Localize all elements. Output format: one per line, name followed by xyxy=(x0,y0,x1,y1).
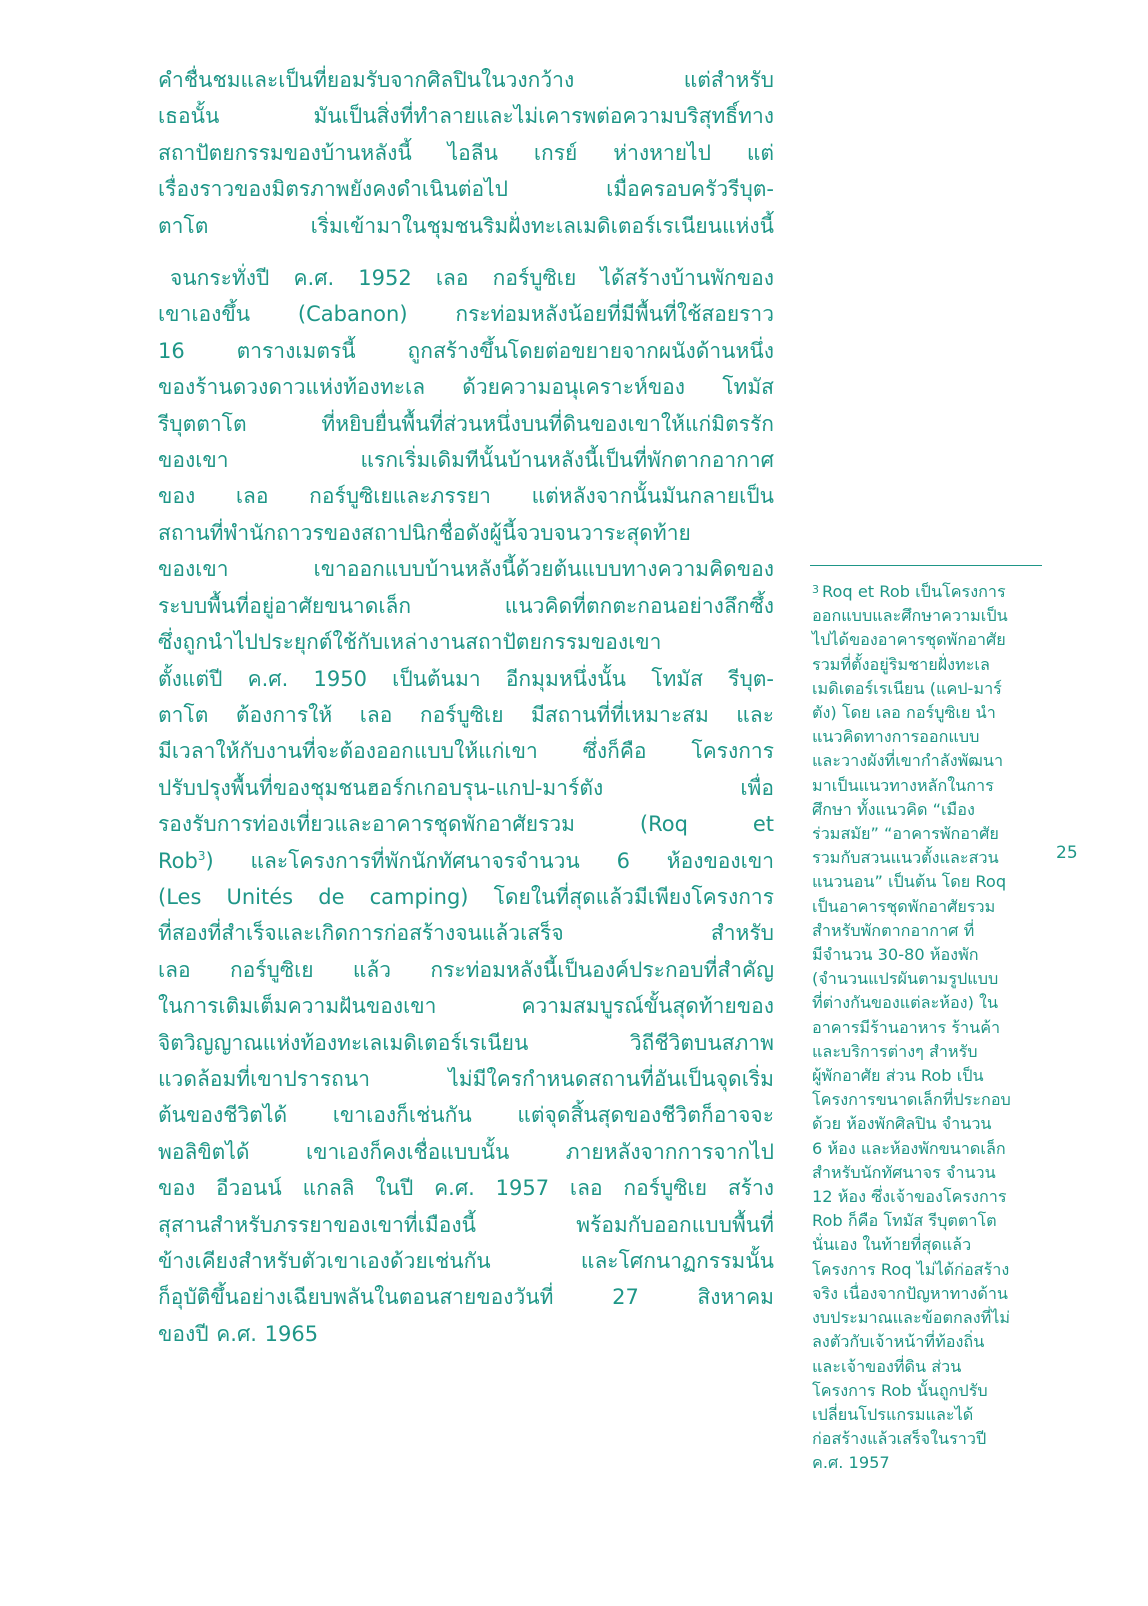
footnote-line: ที่ต่างกันของแต่ละห้อง) ใน xyxy=(812,993,999,1013)
footnote-divider xyxy=(810,565,1042,566)
footnote-line-content: Roq et Rob เป็นโครงการ xyxy=(822,582,1006,601)
text-line: ซึ่งถูกนำไปประยุกต์ใช้กับเหล่างานสถาปัตยกรรมของเขา xyxy=(158,630,662,655)
text-line: ตาโต เริ่มเข้ามาในชุมชนริมฝั่งทะเลเมดิเตอร์เรเนียนแห่งนี้ xyxy=(158,213,774,238)
text-line: ต้นของชีวิตได้ เขาเองก็เช่นกัน แต่จุดสิ้นสุดของชีวิตก็อาจจะ xyxy=(158,1103,774,1128)
footnote-line: และเจ้าของที่ดิน ส่วน xyxy=(812,1356,962,1376)
footnote-line: Rob ก็คือ โทมัส รีบุตตาโต xyxy=(812,1211,997,1231)
footnote-line: ค.ศ. 1957 xyxy=(812,1453,890,1473)
footnote-line: ลงตัวกับเจ้าหน้าที่ท้องถิ่น xyxy=(812,1332,985,1352)
paragraph-2 xyxy=(158,260,774,1352)
text-line: เธอนั้น มันเป็นสิ่งที่ทำลายและไม่เคารพต่อความบริสุทธิ์ทาง xyxy=(158,104,774,129)
text-line: พอลิขิตได้ เขาเองก็คงเชื่อแบบนั้น ภายหลังจากการจากไป xyxy=(158,1139,774,1164)
footnote-line: เป็นอาคารชุดพักอาศัยรวม xyxy=(812,896,996,916)
text-line: เรื่องราวของมิตรภาพยังคงดำเนินต่อไป เมื่อครอบครัวรีบุต- xyxy=(158,177,774,202)
text-line-content: Rob xyxy=(158,848,198,873)
text-line: ข้างเคียงสำหรับตัวเขาเองด้วยเช่นกัน และโศกนาฏกรรมนั้น xyxy=(158,1249,774,1273)
footnote-line: โครงการขนาดเล็กที่ประกอบ xyxy=(812,1090,1011,1110)
footnote-line: มาเป็นแนวทางหลักในการ xyxy=(812,775,994,795)
text-line: ในการเติมเต็มความฝันของเขา ความสมบูรณ์ขั้นสุดท้ายของ xyxy=(158,994,774,1019)
footnote-line: ผู้พักอาศัย ส่วน Rob เป็น xyxy=(812,1066,984,1086)
text-line: ของเขา เขาออกแบบบ้านหลังนี้ด้วยต้นแบบทางความคิดของ xyxy=(158,557,774,582)
main-text-column xyxy=(158,62,774,1352)
paragraph-gap xyxy=(158,244,774,260)
footnote-line: และบริการต่างๆ สำหรับ xyxy=(812,1041,978,1061)
text-line: ของปี ค.ศ. 1965 xyxy=(158,1321,319,1346)
footnote-line: สำหรับพักตากอากาศ ที่ xyxy=(812,920,975,940)
footnote-line: ร่วมสมัย” “อาคารพักอาศัย xyxy=(812,824,999,844)
text-line: จิตวิญญาณแห่งท้องทะเลเมดิเตอร์เรเนียน วิถีชีวิตบนสภาพ xyxy=(158,1030,774,1055)
footnote-line: แนวนอน” เป็นต้น โดย Roq xyxy=(812,872,1007,892)
text-line: ตาโต ต้องการให้ เลอ กอร์บูซิเย มีสถานที่ที่เหมาะสม และ xyxy=(158,702,774,727)
footnote-line: รวมกับสวนแนวตั้งและสวน xyxy=(812,848,999,868)
text-line: ก็อุบัติขึ้นอย่างเฉียบพลันในตอนสายของวันที่ 27 สิงหาคม xyxy=(158,1285,774,1310)
text-line: ที่สองที่สำเร็จและเกิดการก่อสร้างจนแล้วเสร็จ สำหรับ xyxy=(158,921,774,946)
paragraph-1 xyxy=(158,62,774,244)
text-line: (Les Unités de camping) โดยในที่สุดแล้วมีเพียงโครงการ xyxy=(158,884,774,909)
text-line: ของ อีวอนน์ แกลลิ ในปี ค.ศ. 1957 เลอ กอร์บูซิเย สร้าง xyxy=(158,1176,774,1201)
footnote-line: รวมที่ตั้งอยู่ริมชายฝั่งทะเล xyxy=(812,654,990,674)
footnote-line: โครงการ Roq ไม่ได้ก่อสร้าง xyxy=(812,1259,1010,1279)
footnote-mark: 3 xyxy=(812,583,819,596)
footnote-line: ออกแบบและศึกษาความเป็น xyxy=(812,606,1008,626)
footnote-line: (จำนวนแปรผันตามรูปแบบ xyxy=(812,969,999,989)
text-line: สถาปัตยกรรมของบ้านหลังนี้ ไอลีน เกรย์ ห่างหายไป แต่ xyxy=(158,140,774,165)
text-line: รีบุตตาโต ที่หยิบยื่นพื้นที่ส่วนหนึ่งบนที่ดินของเขาให้แก่มิตรรัก xyxy=(158,411,774,436)
footnote-line: 12 ห้อง ซึ่งเจ้าของโครงการ xyxy=(812,1187,1007,1207)
footnote-line: เปลี่ยนโปรแกรมและได้ xyxy=(812,1404,974,1424)
footnote-line: จริง เนื่องจากปัญหาทางด้าน xyxy=(812,1283,1008,1303)
footnote-line: ด้วย ห้องพักศิลปิน จำนวน xyxy=(812,1114,992,1134)
text-line xyxy=(158,260,774,296)
text-line-with-footnote-ref xyxy=(158,843,774,879)
text-line: ของ เลอ กอร์บูซิเยและภรรยา แต่หลังจากนั้นมันกลายเป็น xyxy=(158,484,774,509)
footnote-line: อาคารมีร้านอาหาร ร้านค้า xyxy=(812,1017,1001,1037)
text-line-content: ) และโครงการที่พักนักทัศนาจรจำนวน 6 ห้องของเขา xyxy=(205,848,774,873)
footnote-line: ศึกษา ทั้งแนวคิด “เมือง xyxy=(812,799,975,819)
text-line: คำชื่นชมและเป็นที่ยอมรับจากศิลปินในวงกว้าง แต่สำหรับ xyxy=(158,68,774,92)
text-line: ตั้งแต่ปี ค.ศ. 1950 เป็นต้นมา อีกมุมหนึ่งนั้น โทมัส รีบุต- xyxy=(158,666,774,691)
text-line-content: จนกระทั่งปี ค.ศ. 1952 เลอ กอร์บูซิเย ได้สร้างบ้านพักของ xyxy=(170,266,774,291)
text-line: มีเวลาให้กับงานที่จะต้องออกแบบให้แก่เขา ซึ่งก็คือ โครงการ xyxy=(158,739,774,764)
text-line: รองรับการท่องเที่ยวและอาคารชุดพักอาศัยรวม (Roq et xyxy=(158,812,774,837)
text-line: ของร้านดวงดาวแห่งท้องทะเล ด้วยความอนุเคราะห์ของ โทมัส xyxy=(158,375,774,400)
text-line: เลอ กอร์บูซิเย แล้ว กระท่อมหลังนี้เป็นองค์ประกอบที่สำคัญ xyxy=(158,957,774,982)
page-number: 25 xyxy=(1056,843,1078,863)
footnote-line: งบประมาณและข้อตกลงที่ไม่ xyxy=(812,1308,1011,1328)
text-line: ปรับปรุงพื้นที่ของชุมชนฮอร์กเกอบรุน-แกป-มาร์ตัง เพื่อ xyxy=(158,775,774,800)
text-line: เขาเองขึ้น (Cabanon) กระท่อมหลังน้อยที่มีพื้นที่ใช้สอยราว xyxy=(158,302,774,327)
footnote-line: มีจำนวน 30-80 ห้องพัก xyxy=(812,945,979,965)
footnote-line: เมดิเตอร์เรเนียน (แคป-มาร์ xyxy=(812,678,1002,698)
footnote-line: ก่อสร้างแล้วเสร็จในราวปี xyxy=(812,1429,987,1449)
text-line: สุสานสำหรับภรรยาของเขาที่เมืองนี้ พร้อมกับออกแบบพื้นที่ xyxy=(158,1212,774,1237)
text-line: ระบบพื้นที่อยู่อาศัยขนาดเล็ก แนวคิดที่ตกตะกอนอย่างลึกซึ้ง xyxy=(158,593,774,618)
footnote-line: สำหรับนักทัศนาจร จำนวน xyxy=(812,1162,996,1182)
footnote-reference[interactable]: 3 xyxy=(197,848,206,863)
footnote xyxy=(812,578,1044,1476)
footnote-line: นั่นเอง ในท้ายที่สุดแล้ว xyxy=(812,1235,972,1255)
footnote-line: และวางผังที่เขากำลังพัฒนา xyxy=(812,751,1004,771)
text-line: ของเขา แรกเริ่มเดิมทีนั้นบ้านหลังนี้เป็นที่พักตากอากาศ xyxy=(158,448,774,473)
footnote-line: โครงการ Rob นั้นถูกปรับ xyxy=(812,1380,988,1400)
footnote-line: แนวคิดทางการออกแบบ xyxy=(812,727,980,747)
footnote-line xyxy=(812,578,1044,604)
footnote-line: ไปได้ของอาคารชุดพักอาศัย xyxy=(812,630,1006,650)
text-line: สถานที่พำนักถาวรของสถาปนิกชื่อดังผู้นี้จวบจนวาระสุดท้าย xyxy=(158,520,691,545)
text-line: 16 ตารางเมตรนี้ ถูกสร้างขึ้นโดยต่อขยายจากผนังด้านหนึ่ง xyxy=(158,338,774,363)
text-line: แวดล้อมที่เขาปรารถนา ไม่มีใครกำหนดสถานที่อันเป็นจุดเริ่ม xyxy=(158,1066,774,1091)
footnote-line: 6 ห้อง และห้องพักขนาดเล็ก xyxy=(812,1138,1006,1158)
footnote-line: ตัง) โดย เลอ กอร์บูซิเย นำ xyxy=(812,703,996,723)
